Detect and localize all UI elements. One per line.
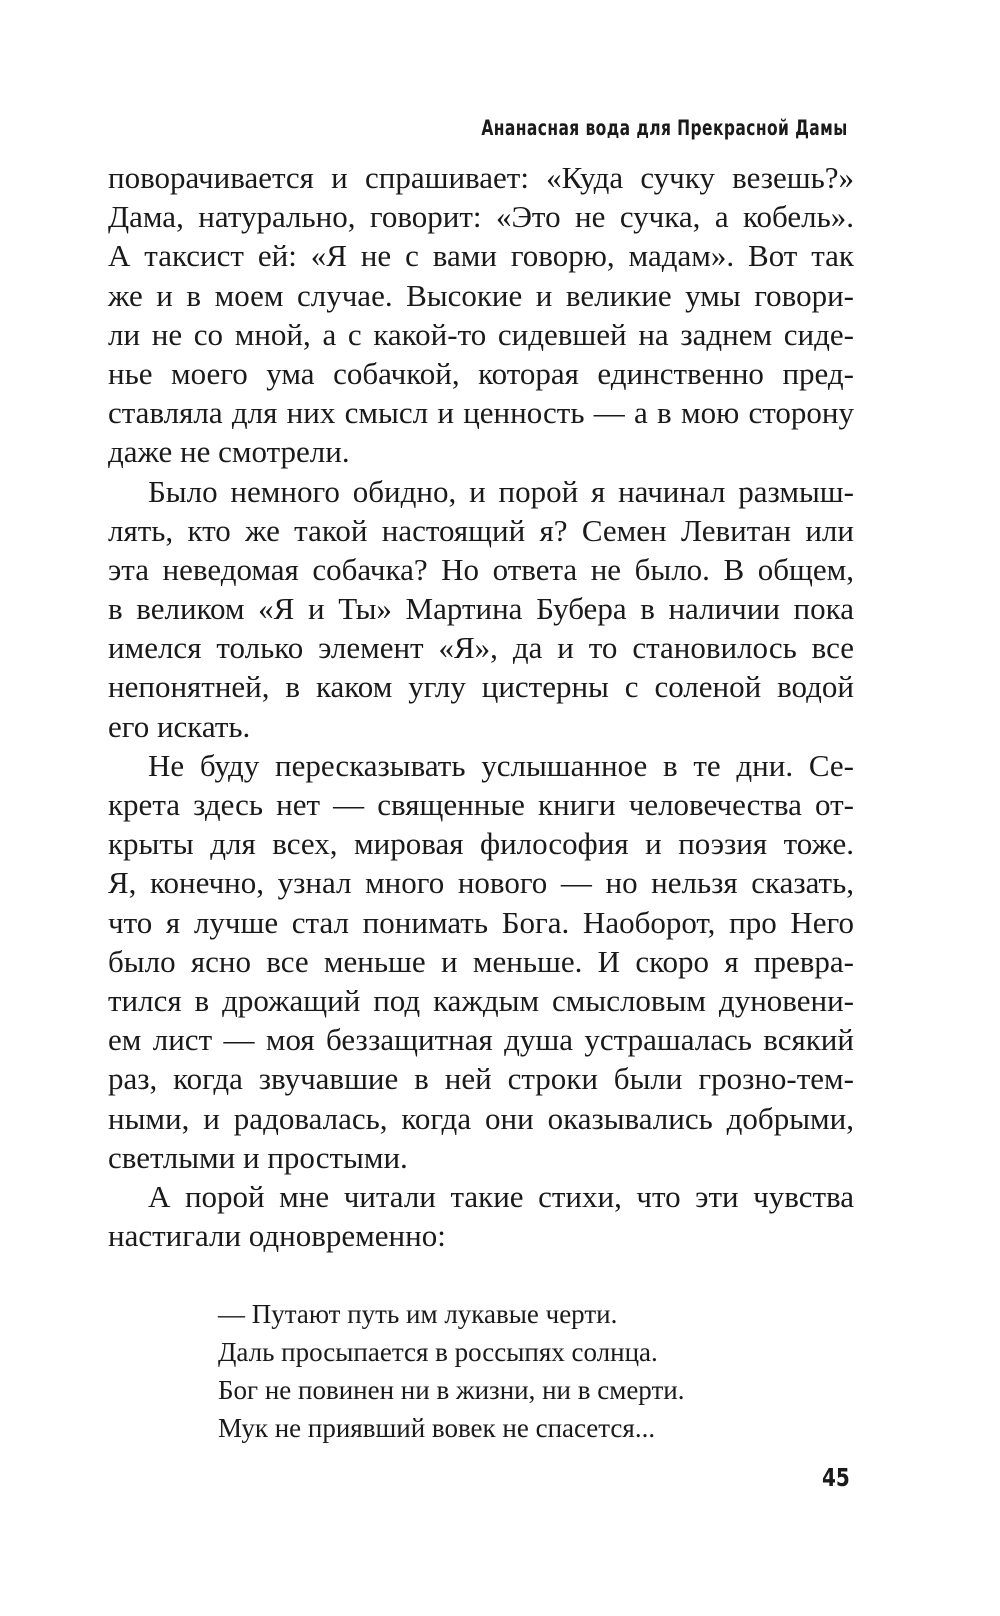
- text-line: было ясно все меньше и меньше. И скоро я превра-: [108, 943, 854, 979]
- body-text: [108, 158, 854, 1255]
- text-line: крыты для всех, мировая философия и поэзия тоже.: [108, 826, 854, 862]
- running-head: Ананасная вода для Прекрасной Дамы: [481, 116, 848, 140]
- verse-line: Бог не повинен ни в жизни, ни в смерти.: [218, 1375, 685, 1405]
- paragraph: [108, 158, 854, 472]
- paragraph: [108, 1177, 854, 1255]
- text-line: Дама, натурально, говорит: «Это не сучка, а кобель».: [108, 199, 854, 235]
- paragraph: [108, 472, 854, 746]
- text-line: настигали одновременно:: [108, 1218, 446, 1254]
- text-line: его искать.: [108, 708, 251, 744]
- text-line: А порой мне читали такие стихи, что эти чувства: [148, 1178, 854, 1214]
- text-line: поворачивается и спрашивает: «Куда сучку везешь?»: [108, 160, 854, 195]
- text-line: в великом «Я и Ты» Мартина Бубера в наличии пока: [108, 591, 854, 627]
- text-line: Я, конечно, узнал много нового — но нельзя сказать,: [108, 865, 854, 901]
- page-number: 45: [822, 1463, 850, 1492]
- text-line: имелся только элемент «Я», да и то становилось все: [108, 630, 854, 666]
- text-line: нье моего ума собачкой, которая единственно пред-: [108, 355, 854, 391]
- verse-line: Даль просыпается в россыпях солнца.: [218, 1337, 658, 1367]
- text-line: тился в дрожащий под каждым смысловым дуновени-: [108, 982, 854, 1018]
- text-line: же и в моем случае. Высокие и великие умы говори-: [108, 277, 854, 313]
- text-line: что я лучше стал понимать Бога. Наоборот, про Него: [108, 904, 854, 940]
- text-line: даже не смотрели.: [108, 434, 350, 470]
- verse-line: — Путают путь им лукавые черти.: [218, 1299, 618, 1329]
- text-line: Было немного обидно, и порой я начинал размыш-: [148, 473, 854, 509]
- text-line: крета здесь нет — священные книги человечества от-: [108, 787, 854, 822]
- verse-quote: [218, 1295, 684, 1447]
- text-line: эта неведомая собачка? Но ответа не было. В общем,: [108, 551, 854, 587]
- text-line: ли не со мной, а с какой-то сидевшей на заднем сиде-: [108, 316, 854, 352]
- text-line: ем лист — моя беззащитная душа устрашалась всякий: [108, 1022, 854, 1058]
- verse-line: Мук не приявший вовек не спасется...: [218, 1413, 656, 1443]
- text-line: ставляла для них смысл и ценность — а в мою сторону: [108, 395, 854, 431]
- text-line: лять, кто же такой настоящий я? Семен Левитан или: [108, 512, 854, 548]
- text-line: раз, когда звучавшие в ней строки были грозно-тем-: [108, 1061, 854, 1097]
- text-line: непонятней, в каком углу цистерны с соленой водой: [108, 669, 854, 705]
- text-line: Не буду пересказывать услышанное в те дни. Се-: [148, 747, 854, 783]
- text-line: А таксист ей: «Я не с вами говорю, мадам». Вот так: [108, 238, 854, 274]
- text-line: светлыми и простыми.: [108, 1139, 408, 1175]
- text-line: ными, и радовалась, когда они оказывались добрыми,: [108, 1100, 854, 1136]
- paragraph: [108, 746, 854, 1177]
